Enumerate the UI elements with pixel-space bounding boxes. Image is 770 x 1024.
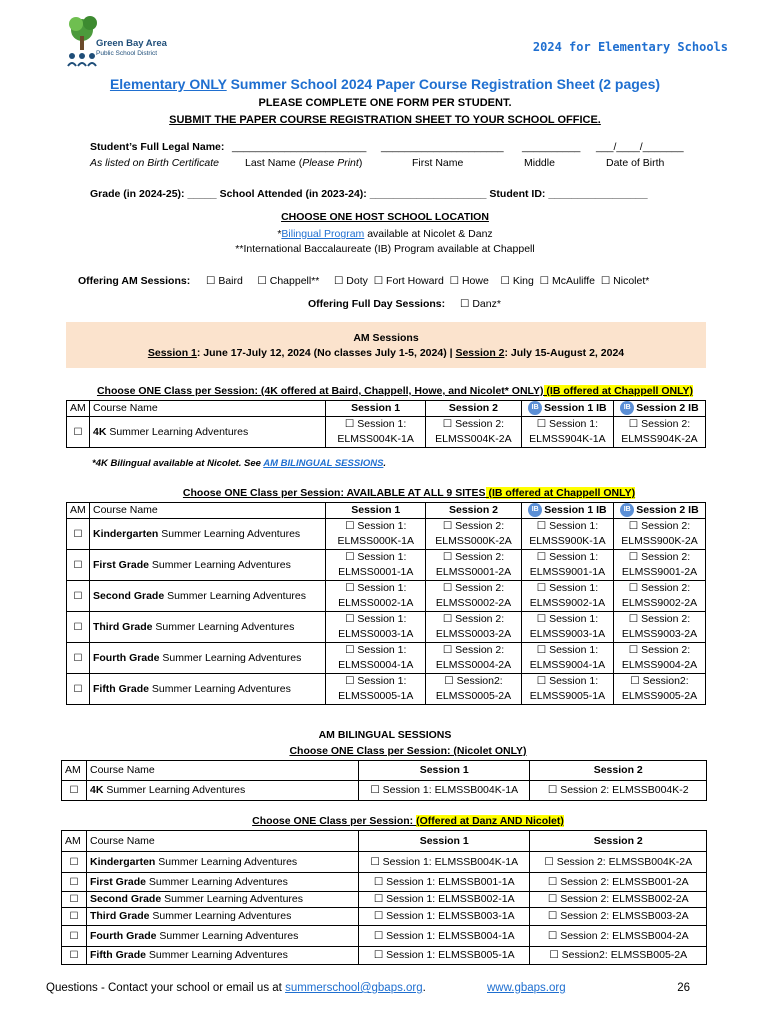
course-name: Fifth Grade Summer Learning Adventures — [86, 947, 358, 965]
session1-option[interactable]: ☐ Session 1: ELMSS0004-1A — [326, 643, 426, 674]
am-checkbox[interactable]: ☐ — [67, 581, 90, 612]
session1-option[interactable]: ☐ Session 1: ELMSS0001-1A — [326, 550, 426, 581]
am-checkbox[interactable]: ☐ — [67, 612, 90, 643]
session2-ib-option[interactable]: ☐ Session 2: ELMSS900K-2A — [613, 519, 705, 550]
session1-option[interactable]: ☐ Session 1: ELMSSB001-1A — [358, 873, 530, 892]
table-row — [62, 852, 707, 873]
org-name: Green Bay Area — [96, 38, 167, 49]
header-title: 2024 for Elementary Schools — [532, 40, 728, 54]
full-day-label: Offering Full Day Sessions: — [308, 298, 446, 310]
session1-option[interactable]: ☐ Session 1: ELMSSB004-1A — [358, 926, 530, 947]
table-row — [67, 674, 706, 705]
session2-option[interactable]: ☐ Session 2: ELMSS004K-2A — [425, 417, 521, 448]
bilingual-program-link[interactable]: Bilingual Program — [281, 228, 365, 240]
table-row — [67, 550, 706, 581]
session1-ib-option[interactable]: ☐ Session 1: ELMSS9005-1A — [521, 674, 613, 705]
table-row — [67, 581, 706, 612]
title-rest: Summer School 2024 Paper Course Registration Sheet (2 pages) — [226, 76, 661, 92]
table-header-row: AM Course Name Session 1 Session 2 — [62, 761, 707, 781]
table-bilingual — [61, 760, 707, 801]
last-name-caption: Last Name (Please Print) — [245, 157, 363, 169]
footer-contact: Questions - Contact your school or email us at summerschool@gbaps.org. — [46, 982, 426, 994]
page-number: 26 — [677, 982, 690, 994]
ib-note: **International Baccalaureate (IB) Program available at Chappell — [235, 243, 535, 255]
course-name: Third Grade Summer Learning Adventures — [89, 612, 325, 643]
table-grades — [66, 502, 706, 705]
table-row — [62, 781, 707, 801]
page-title — [0, 76, 770, 92]
am-checkbox[interactable]: ☐ — [62, 908, 87, 926]
session1-ib-option[interactable]: ☐ Session 1: ELMSS9002-1A — [521, 581, 613, 612]
course-name: Second Grade Summer Learning Adventures — [89, 581, 325, 612]
am-checkbox[interactable]: ☐ — [67, 550, 90, 581]
course-name: Third Grade Summer Learning Adventures — [86, 908, 358, 926]
student-name-label: Student’s Full Legal Name: — [90, 141, 225, 153]
am-checkbox[interactable]: ☐ — [62, 926, 87, 947]
am-checkbox[interactable]: ☐ — [62, 947, 87, 965]
session2-option[interactable]: ☐ Session 2: ELMSSB004K-2 — [530, 781, 707, 801]
dob-caption: Date of Birth — [606, 157, 665, 169]
bilingual-4k-note: *4K Bilingual available at Nicolet. See AM BILINGUAL SESSIONS. — [92, 458, 387, 469]
bilingual-heading: AM BILINGUAL SESSIONS — [318, 729, 452, 741]
table-4k — [66, 400, 706, 448]
session1-option[interactable]: ☐ Session 1: ELMSS0005-1A — [326, 674, 426, 705]
website-link[interactable]: www.gbaps.org — [487, 982, 566, 994]
session2-option[interactable]: ☐ Session 2: ELMSSB004K-2A — [530, 852, 707, 873]
course-name: Fifth Grade Summer Learning Adventures — [89, 674, 325, 705]
table-row — [67, 417, 706, 448]
session1-ib-option[interactable]: ☐ Session 1: ELMSS9003-1A — [521, 612, 613, 643]
table-row — [67, 612, 706, 643]
session2-option[interactable]: ☐ Session 2: ELMSSB004-2A — [530, 926, 707, 947]
course-name: First Grade Summer Learning Adventures — [89, 550, 325, 581]
table-row — [62, 908, 707, 926]
am-bilingual-link[interactable]: AM BILINGUAL SESSIONS — [263, 458, 384, 469]
ib-icon: IB — [528, 503, 542, 517]
instruction-submit: SUBMIT THE PAPER COURSE REGISTRATION SHEET TO YOUR SCHOOL OFFICE. — [169, 114, 601, 126]
table4-caption: Choose ONE Class per Session: (Offered at Danz AND Nicolet) — [252, 815, 564, 827]
am-checkbox[interactable]: ☐ — [67, 674, 90, 705]
session2-option[interactable]: ☐ Session 2: ELMSSB003-2A — [530, 908, 707, 926]
session1-ib-option[interactable]: ☐ Session 1: ELMSS9001-1A — [521, 550, 613, 581]
session1-option[interactable]: ☐ Session 1: ELMSSB004K-1A — [358, 781, 530, 801]
first-name-caption: First Name — [412, 157, 464, 169]
host-heading: CHOOSE ONE HOST SCHOOL LOCATION — [281, 211, 489, 223]
danz-checkbox[interactable]: ☐ Danz* — [460, 298, 501, 310]
birth-certificate-note: As listed on Birth Certificate — [90, 157, 219, 169]
am-checkbox[interactable]: ☐ — [67, 417, 90, 448]
session1-ib-option[interactable]: ☐ Session 1: ELMSS900K-1A — [521, 519, 613, 550]
am-site-checkboxes[interactable]: ☐ Baird ☐ Chappell** ☐ Doty ☐ Fort Howard ☐ Howe ☐ King ☐ McAuliffe ☐ Nicolet* — [206, 275, 650, 287]
session2-option[interactable]: ☐ Session 2: ELMSS0002-2A — [426, 581, 522, 612]
session1-option[interactable]: ☐ Session 1: ELMSS0002-1A — [326, 581, 426, 612]
course-name: 4K Summer Learning Adventures — [86, 781, 358, 801]
am-sessions-label: Offering AM Sessions: — [78, 275, 191, 287]
session1-option[interactable]: ☐ Session 1: ELMSS000K-1A — [326, 519, 426, 550]
session2-option[interactable]: ☐ Session2: ELMSSB005-2A — [530, 947, 707, 965]
course-name: Fourth Grade Summer Learning Adventures — [89, 643, 325, 674]
grade-school-id-line[interactable]: Grade (in 2024-25): _____ School Attended (in 2023-24): ____________________ Student ID: _________________ — [90, 188, 648, 200]
table-row — [62, 947, 707, 965]
table-row — [62, 926, 707, 947]
am-checkbox[interactable]: ☐ — [67, 519, 90, 550]
table-header-row: AM Course Name Session 1 Session 2 IB Session 1 IB IB Session 2 IB — [67, 503, 706, 519]
title-elementary-only: Elementary ONLY — [109, 76, 227, 92]
session1-option[interactable]: ☐ Session 1: ELMSSB005-1A — [358, 947, 530, 965]
course-name: Kindergarten Summer Learning Adventures — [89, 519, 325, 550]
session2-ib-option[interactable]: ☐ Session 2: ELMSS9003-2A — [613, 612, 705, 643]
session2-option[interactable]: ☐ Session 2: ELMSSB002-2A — [530, 892, 707, 908]
ib-icon: IB — [528, 401, 542, 415]
session2-ib-option[interactable]: ☐ Session 2: ELMSS904K-2A — [613, 417, 705, 448]
last-name-blank[interactable]: _______________________ — [232, 141, 367, 153]
session2-ib-option[interactable]: ☐ Session 2: ELMSS9002-2A — [613, 581, 705, 612]
banner-title: AM Sessions — [353, 332, 419, 344]
session1-ib-option[interactable]: ☐ Session 1: ELMSS9004-1A — [521, 643, 613, 674]
am-checkbox[interactable]: ☐ — [62, 892, 87, 908]
dob-blank[interactable]: ___/____/_______ — [596, 141, 684, 153]
session2-option[interactable]: ☐ Session 2: ELMSSB001-2A — [530, 873, 707, 892]
session1-option[interactable]: ☐ Session 1: ELMSS004K-1A — [326, 417, 426, 448]
table-header-row: AM Course Name Session 1 Session 2 IB Session 1 IB IB Session 2 IB — [67, 401, 706, 417]
am-checkbox[interactable]: ☐ — [62, 852, 87, 873]
table-row — [67, 519, 706, 550]
table-row — [67, 643, 706, 674]
session1-option[interactable]: ☐ Session 1: ELMSSB004K-1A — [358, 852, 530, 873]
session2-option[interactable]: ☐ Session 2: ELMSS0001-2A — [426, 550, 522, 581]
session1-option[interactable]: ☐ Session 1: ELMSS0003-1A — [326, 612, 426, 643]
table2-caption: Choose ONE Class per Session: AVAILABLE AT ALL 9 SITES (IB offered at Chappell ONLY) — [182, 487, 636, 499]
course-name: 4K Summer Learning Adventures — [89, 417, 325, 448]
session2-option[interactable]: ☐ Session2: ELMSS0005-2A — [426, 674, 522, 705]
middle-name-blank[interactable]: __________ — [522, 141, 581, 153]
ib-icon: IB — [620, 503, 634, 517]
course-name: First Grade Summer Learning Adventures — [86, 873, 358, 892]
bilingual-note: *Bilingual Program available at Nicolet & Danz — [277, 228, 493, 240]
session2-ib-option[interactable]: ☐ Session 2: ELMSS9004-2A — [613, 643, 705, 674]
email-link[interactable]: summerschool@gbaps.org — [285, 982, 423, 994]
session1-ib-option[interactable]: ☐ Session 1: ELMSS904K-1A — [521, 417, 613, 448]
session1-option[interactable]: ☐ Session 1: ELMSSB002-1A — [358, 892, 530, 908]
session2-ib-option[interactable]: ☐ Session2: ELMSS9005-2A — [613, 674, 705, 705]
am-sessions-banner — [66, 322, 706, 368]
course-name: Fourth Grade Summer Learning Adventures — [86, 926, 358, 947]
table-header-row: AM Course Name Session 1 Session 2 — [62, 831, 707, 852]
middle-caption: Middle — [524, 157, 555, 169]
instruction-one-form: PLEASE COMPLETE ONE FORM PER STUDENT. — [258, 97, 512, 109]
table-danz-nicolet — [61, 830, 707, 965]
session1-option[interactable]: ☐ Session 1: ELMSSB003-1A — [358, 908, 530, 926]
am-checkbox[interactable]: ☐ — [67, 643, 90, 674]
session2-option[interactable]: ☐ Session 2: ELMSS0004-2A — [426, 643, 522, 674]
course-name: Kindergarten Summer Learning Adventures — [86, 852, 358, 873]
bilingual-caption: Choose ONE Class per Session: (Nicolet ONLY) — [289, 745, 527, 757]
table-row — [62, 892, 707, 908]
ib-icon: IB — [620, 401, 634, 415]
org-subname: Public School District — [96, 50, 158, 57]
am-checkbox[interactable]: ☐ — [62, 781, 87, 801]
am-checkbox[interactable]: ☐ — [62, 873, 87, 892]
session2-ib-option[interactable]: ☐ Session 2: ELMSS9001-2A — [613, 550, 705, 581]
banner-dates: Session 1: June 17-July 12, 2024 (No classes July 1-5, 2024) | Session 2: July 15-August 2, 2024 — [147, 347, 625, 359]
table-row — [62, 873, 707, 892]
first-name-blank[interactable]: _____________________ — [381, 141, 504, 153]
table1-caption: Choose ONE Class per Session: (4K offered at Baird, Chappell, Howe, and Nicolet* ONLY) (IB offered at Chappell ONLY) — [96, 385, 694, 397]
course-name: Second Grade Summer Learning Adventures — [86, 892, 358, 908]
session2-option[interactable]: ☐ Session 2: ELMSS0003-2A — [426, 612, 522, 643]
session2-option[interactable]: ☐ Session 2: ELMSS000K-2A — [426, 519, 522, 550]
